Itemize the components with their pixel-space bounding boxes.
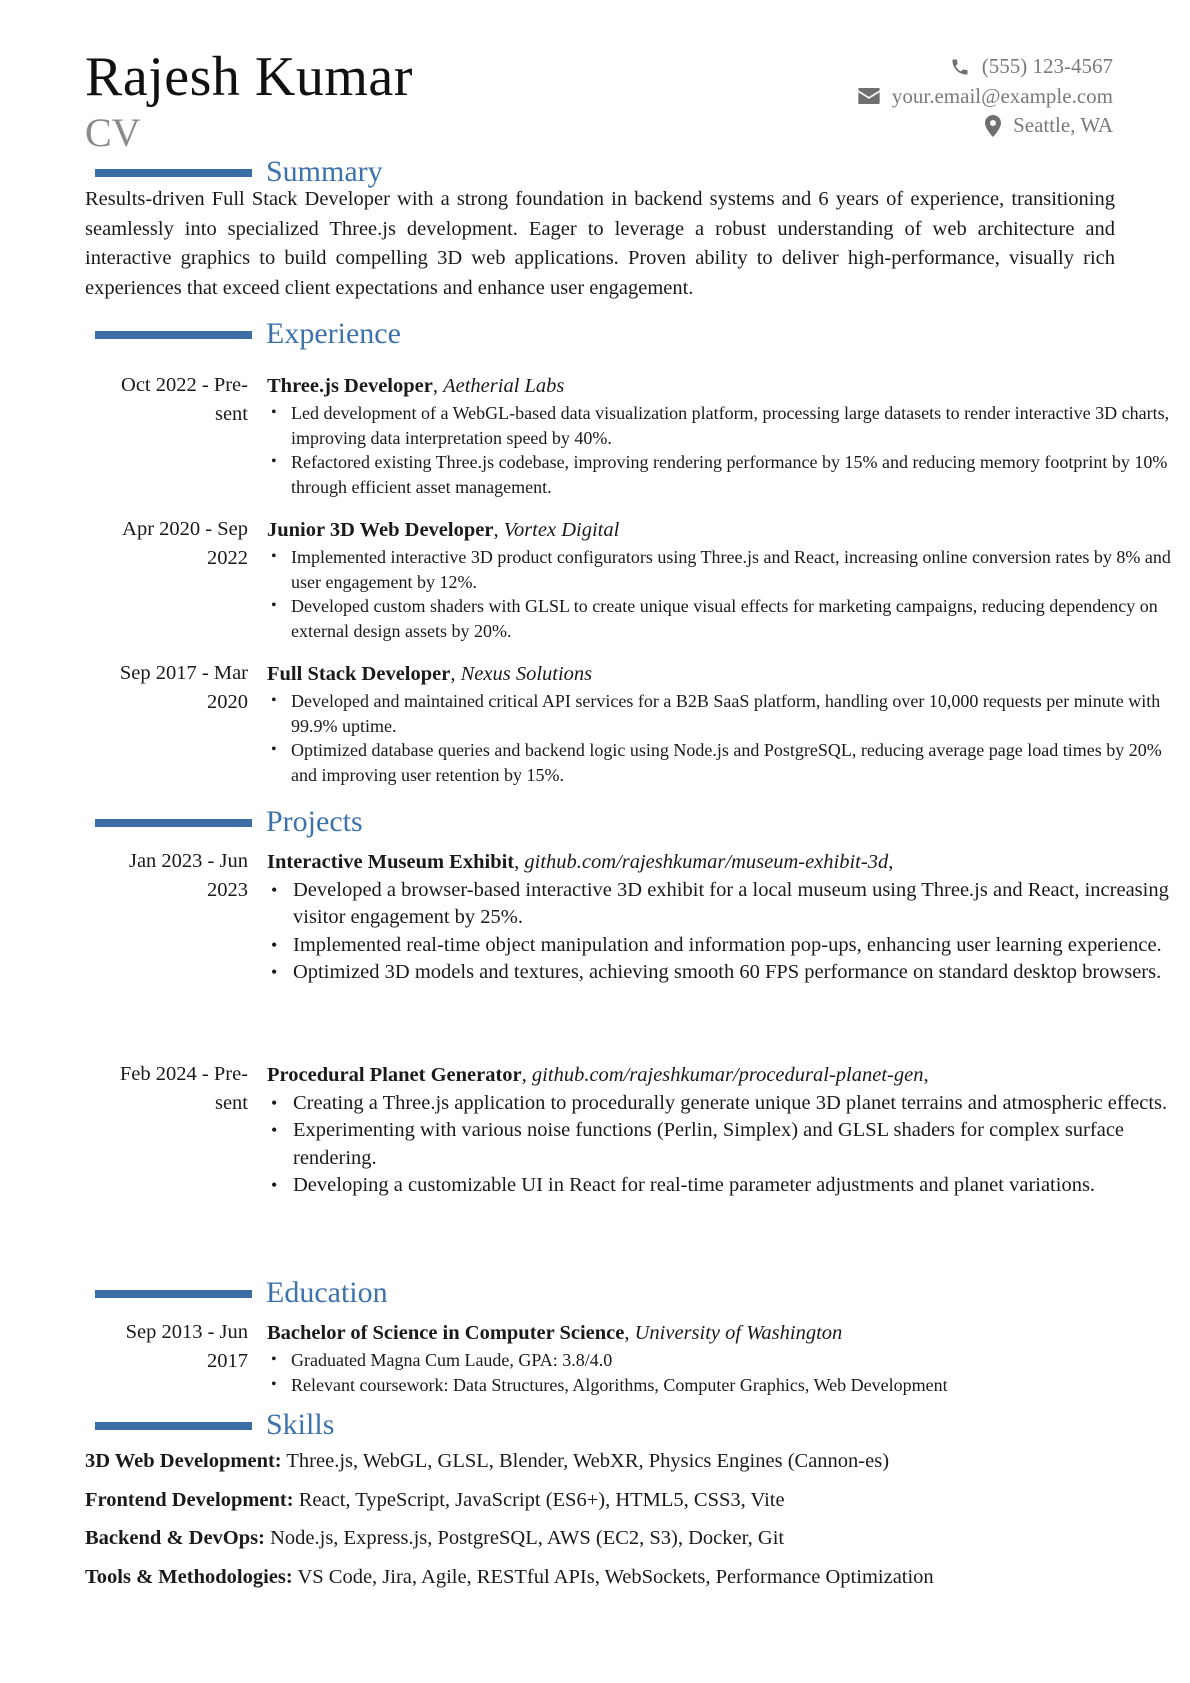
phone-icon	[950, 57, 970, 77]
entry-heading: Procedural Planet Generator, github.com/rajeshkumar/procedural-planet-gen,	[267, 1064, 929, 1086]
job-title: Full Stack Developer	[267, 663, 451, 685]
entry-date	[85, 1318, 248, 1375]
section-experience-heading	[85, 318, 1115, 352]
bullet-list	[267, 1348, 1177, 1397]
entry-body	[267, 371, 1177, 499]
contact-phone	[858, 52, 1113, 82]
entry-heading: Three.js Developer, Aetherial Labs	[267, 375, 565, 397]
skill-value: React, TypeScript, JavaScript (ES6+), HTML5, CSS3, Vite	[298, 1488, 785, 1511]
list-item: • Relevant coursework: Data Structures, Algorithms, Computer Graphics, Web Development	[291, 1373, 1177, 1398]
date-line: 2017	[207, 1349, 248, 1372]
entry-date	[85, 1060, 248, 1117]
list-item: • Optimized 3D models and textures, achieving smooth 60 FPS performance on standard desktop browsers.	[293, 959, 1177, 986]
section-title: Projects	[266, 805, 363, 838]
date-line: 2022	[207, 546, 248, 569]
list-item: • Graduated Magna Cum Laude, GPA: 3.8/4.0	[291, 1348, 1177, 1373]
list-item: • Led development of a WebGL-based data visualization platform, processing large datasets to render interactive 3D charts, improving data interpretation speed by 40%.	[291, 401, 1177, 450]
date-line: sent	[214, 402, 248, 425]
project-title: Procedural Planet Generator	[267, 1064, 522, 1086]
location-text: Seattle, WA	[1013, 113, 1113, 137]
project-link[interactable]: github.com/rajeshkumar/procedural-planet-gen	[531, 1064, 924, 1086]
date-line: Sep 2013 - Jun	[125, 1321, 248, 1343]
phone-text: (555) 123-4567	[981, 54, 1113, 78]
bullet-list	[267, 545, 1177, 643]
skill-value: VS Code, Jira, Agile, RESTful APIs, WebSockets, Performance Optimization	[297, 1566, 934, 1589]
job-title: Three.js Developer	[267, 375, 433, 397]
section-accent-bar	[95, 819, 252, 827]
organization: Aetherial Labs	[443, 375, 565, 397]
bullet-list	[267, 401, 1177, 499]
entry-body	[267, 1060, 1177, 1199]
contact-location	[858, 111, 1113, 141]
list-item: • Developed and maintained critical API services for a B2B SaaS platform, handling over 10,000 requests per minute with 99.9% uptime.	[291, 689, 1177, 738]
entry-body	[267, 659, 1177, 787]
list-item: • Developed a browser-based interactive 3D exhibit for a local museum using Three.js and React, increasing visitor engagement by 25%.	[293, 877, 1177, 932]
skills-list	[85, 1447, 1125, 1602]
section-title: Education	[266, 1276, 388, 1309]
section-accent-bar	[95, 169, 252, 177]
entry-heading: Full Stack Developer, Nexus Solutions	[267, 663, 593, 685]
skill-row	[85, 1447, 1125, 1486]
skill-row	[85, 1563, 1125, 1602]
list-item: • Implemented interactive 3D product configurators using Three.js and React, increasing online conversion rates by 8% and user engagement by 12%.	[291, 545, 1177, 594]
skill-value: Three.js, WebGL, GLSL, Blender, WebXR, Physics Engines (Cannon-es)	[286, 1450, 890, 1472]
date-line: Feb 2024 - Pre-	[119, 1063, 248, 1085]
degree-title: Bachelor of Science in Computer Science	[267, 1322, 625, 1344]
entry-date	[85, 371, 248, 428]
email-link[interactable]: your.email@example.com	[891, 83, 1113, 108]
list-item: • Implemented real-time object manipulation and information pop-ups, enhancing user learning experience.	[293, 932, 1177, 959]
entry-date	[85, 847, 248, 904]
entry-heading: Junior 3D Web Developer, Vortex Digital	[267, 519, 620, 541]
list-item: • Developed custom shaders with GLSL to create unique visual effects for marketing campaigns, reducing dependency on external design assets by 20%.	[291, 594, 1177, 643]
list-item: • Optimized database queries and backend logic using Node.js and PostgreSQL, reducing average page load times by 20% and improving user retention by 15%.	[291, 738, 1177, 787]
section-title: Experience	[266, 317, 401, 350]
entry-heading: Interactive Museum Exhibit, github.com/rajeshkumar/museum-exhibit-3d,	[267, 851, 894, 873]
section-accent-bar	[95, 1290, 252, 1298]
document-kind: CV	[85, 110, 141, 155]
organization: Vortex Digital	[503, 519, 620, 541]
institution: University of Washington	[634, 1322, 843, 1344]
project-link[interactable]: github.com/rajeshkumar/museum-exhibit-3d	[524, 851, 889, 873]
section-title: Summary	[266, 155, 383, 188]
summary-text: Results-driven Full Stack Developer with a strong foundation in backend systems and 6 years of experience, transitioning seamlessly into specialized Three.js development. Eager to leverage a robust understanding of web architecture and interactive graphics to build compelling 3D web applications. Proven ability to deliver high-performance, visually rich experiences that exceed client expectations and enhance user engagement.	[85, 188, 1115, 299]
bullet-list	[267, 1090, 1177, 1199]
date-line: 2020	[207, 690, 248, 713]
section-projects-heading	[85, 806, 1115, 840]
list-item: • Developing a customizable UI in React for real-time parameter adjustments and planet variations.	[293, 1172, 1177, 1199]
entry-body	[267, 1318, 1177, 1397]
skill-value: Node.js, Express.js, PostgreSQL, AWS (EC2, S3), Docker, Git	[270, 1527, 785, 1550]
entry-body	[267, 515, 1177, 643]
skill-label: 3D Web Development:	[85, 1450, 282, 1472]
contact-block	[858, 52, 1113, 141]
section-skills-heading	[85, 1409, 1115, 1443]
skill-label: Backend & DevOps:	[85, 1527, 265, 1550]
candidate-name: Rajesh Kumar	[85, 46, 413, 108]
list-item: • Refactored existing Three.js codebase, improving rendering performance by 15% and reducing memory footprint by 10% through efficient asset management.	[291, 450, 1177, 499]
date-line: Apr 2020 - Sep	[122, 518, 248, 540]
skill-label: Frontend Development:	[85, 1488, 294, 1511]
bullet-list	[267, 689, 1177, 787]
contact-email	[858, 82, 1113, 112]
section-accent-bar	[95, 1422, 252, 1430]
organization: Nexus Solutions	[460, 663, 593, 685]
date-line: sent	[214, 1091, 248, 1114]
section-education-heading	[85, 1277, 1115, 1311]
date-line: 2023	[207, 878, 248, 901]
date-line: Sep 2017 - Mar	[119, 662, 248, 684]
list-item: • Creating a Three.js application to procedurally generate unique 3D planet terrains and atmospheric effects.	[293, 1090, 1177, 1117]
skill-row	[85, 1524, 1125, 1563]
skill-row	[85, 1486, 1125, 1525]
project-title: Interactive Museum Exhibit	[267, 851, 515, 873]
envelope-icon	[858, 88, 880, 104]
map-pin-icon	[985, 115, 1001, 137]
entry-body	[267, 847, 1177, 986]
job-title: Junior 3D Web Developer	[267, 519, 494, 541]
bullet-list	[267, 877, 1177, 986]
skill-label: Tools & Methodologies:	[85, 1566, 293, 1589]
entry-date	[85, 659, 248, 716]
date-line: Oct 2022 - Pre-	[121, 374, 248, 396]
entry-date	[85, 515, 248, 572]
entry-heading: Bachelor of Science in Computer Science, University of Washington	[267, 1322, 843, 1344]
section-title: Skills	[266, 1408, 335, 1441]
date-line: Jan 2023 - Jun	[128, 850, 248, 872]
list-item: • Experimenting with various noise functions (Perlin, Simplex) and GLSL shaders for complex surface rendering.	[293, 1117, 1177, 1172]
section-accent-bar	[95, 331, 252, 339]
